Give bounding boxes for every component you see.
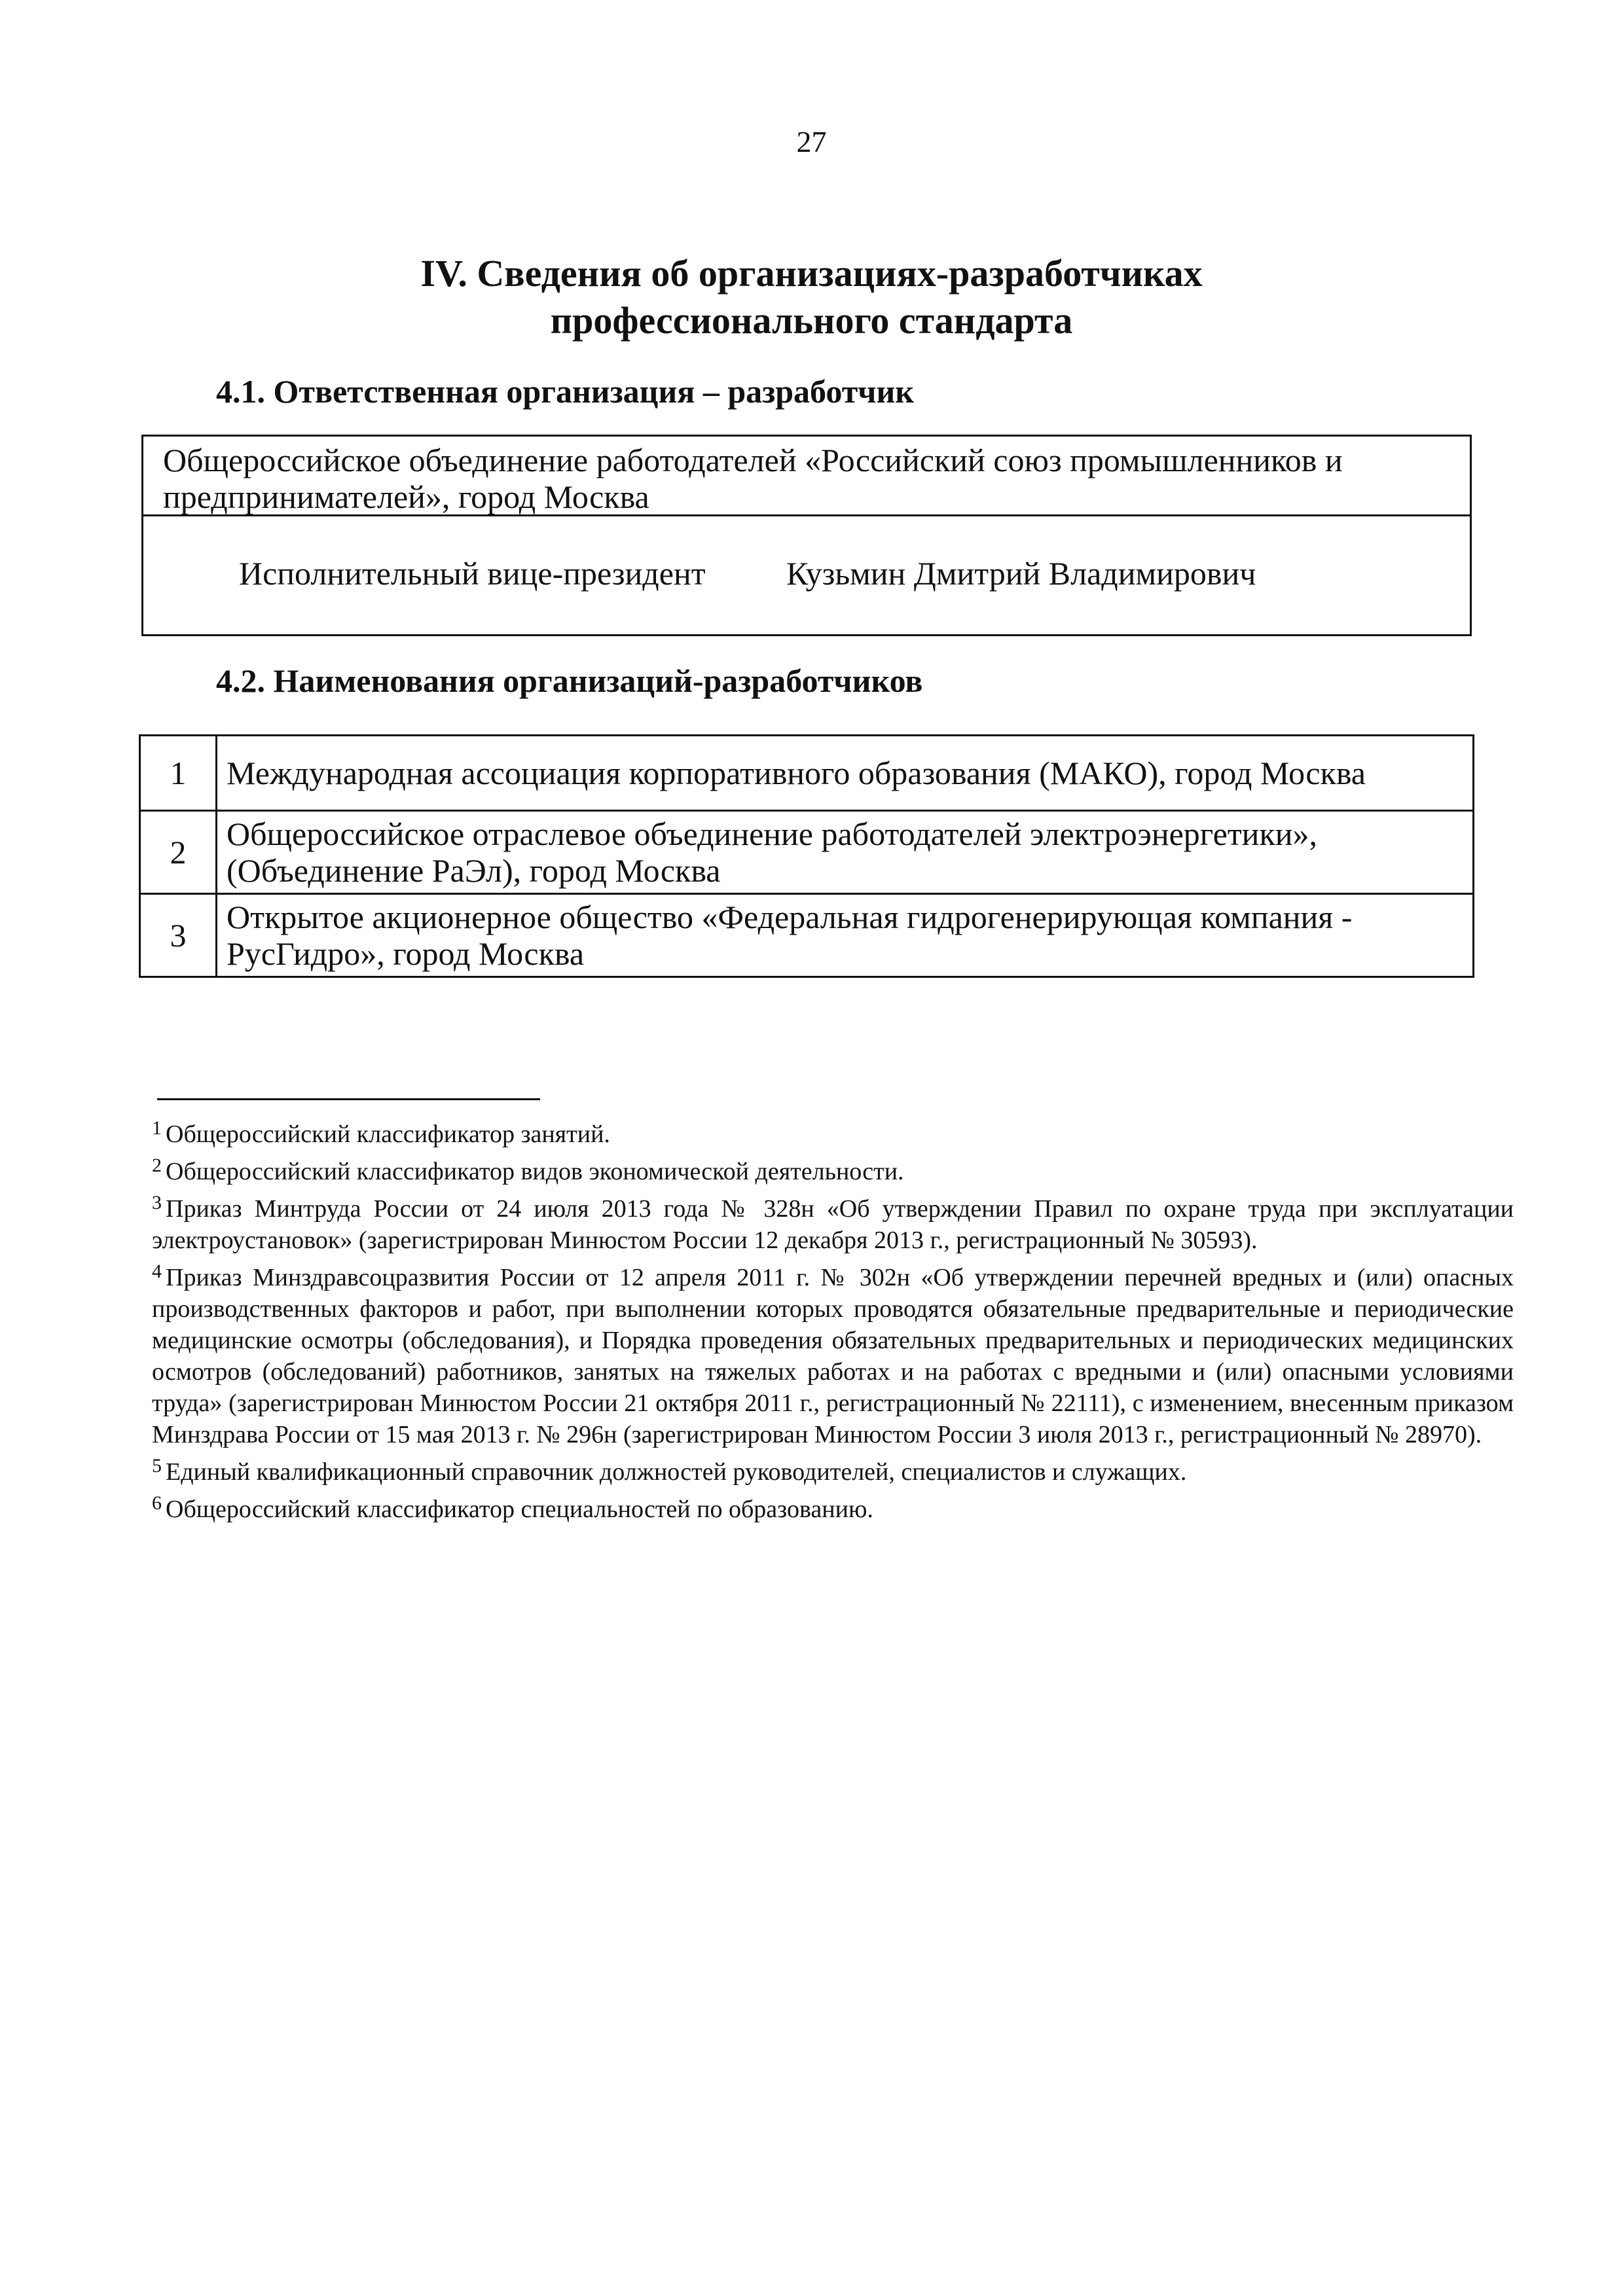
- footnote-separator: [157, 1098, 540, 1100]
- footnote-mark: 5: [152, 1455, 162, 1477]
- footnote: [152, 1256, 1514, 1450]
- footnote-mark: 1: [152, 1117, 162, 1139]
- developer-orgs-table: [139, 734, 1474, 978]
- section-title: [0, 250, 1623, 344]
- section-title-line-1: IV. Сведения об организациях-разработчиках: [420, 252, 1203, 295]
- footnote-mark: 6: [152, 1492, 162, 1514]
- table-row: [140, 811, 1474, 894]
- org-name-cell: Открытое акционерное общество «Федеральная гидрогенерирующая компания - РусГидро», город Москва: [217, 894, 1474, 977]
- table-row: [140, 736, 1474, 811]
- responsible-org-signer: [143, 516, 1470, 634]
- footnote-text: Приказ Минтруда России от 24 июля 2013 года № 328н «Об утверждении Правил по охране труда при эксплуатации электроустановок» (зарегистрирован Минюстом России 12 декабря 2013 г., регистрационный № 30593).: [152, 1195, 1514, 1254]
- section-title-line-2: профессионального стандарта: [550, 299, 1073, 342]
- org-name-cell: Общероссийское отраслевое объединение работодателей электроэнергетики», (Объединение РаЭл), город Москва: [217, 811, 1474, 894]
- footnote-text: Единый квалификационный справочник должностей руководителей, специалистов и служащих.: [166, 1458, 1187, 1486]
- footnote-mark: 2: [152, 1155, 162, 1176]
- footnote: [152, 1113, 1514, 1150]
- footnote: [152, 1488, 1514, 1525]
- footnote-text: Общероссийский классификатор занятий.: [166, 1121, 610, 1148]
- footnote-text: Приказ Минздравсоцразвития России от 12 апреля 2011 г. № 302н «Об утверждении перечней вредных и (или) опасных производственных факторов и работ, при выполнении которых проводятся обязательные предварительные и периодические медицинские осмотры (обследования), и Порядка проведения обязательных предварительных и периодических медицинских осмотров (обследований) работников, занятых на тяжелых работах и на работах с вредными и (или) опасными условиями труда» (зарегистрирован Минюстом России 21 октября 2011 г., регистрационный № 22111), с изменением, внесенным приказом Минздрава России от 15 мая 2013 г. № 296н (зарегистрирован Минюстом России 3 июля 2013 г., регистрационный № 28970).: [152, 1264, 1514, 1448]
- signer-position: Исполнительный вице-президент: [239, 555, 706, 592]
- signer-name: Кузьмин Дмитрий Владимирович: [786, 555, 1256, 592]
- responsible-org-name: Общероссийское объединение работодателей «Российский союз промышленников и предпринимателей», город Москва: [143, 437, 1470, 516]
- footnote-mark: 4: [152, 1261, 162, 1282]
- footnote: [152, 1450, 1514, 1488]
- footnote-mark: 3: [152, 1192, 162, 1213]
- responsible-org-heading: 4.1. Ответственная организация – разработчик: [216, 373, 915, 410]
- developer-orgs-heading: 4.2. Наименования организаций-разработчиков: [216, 662, 923, 699]
- footnote: [152, 1150, 1514, 1187]
- responsible-org-box: [141, 435, 1472, 636]
- row-number: 2: [140, 811, 217, 894]
- footnote-text: Общероссийский классификатор специальностей по образованию.: [166, 1496, 873, 1523]
- page-number: 27: [796, 125, 827, 158]
- footnote: [152, 1187, 1514, 1256]
- footnotes: [152, 1113, 1514, 1525]
- row-number: 3: [140, 894, 217, 977]
- row-number: 1: [140, 736, 217, 811]
- footnote-text: Общероссийский классификатор видов экономической деятельности.: [166, 1158, 904, 1185]
- table-row: [140, 894, 1474, 977]
- org-name-cell: Международная ассоциация корпоративного образования (МАКО), город Москва: [217, 736, 1474, 811]
